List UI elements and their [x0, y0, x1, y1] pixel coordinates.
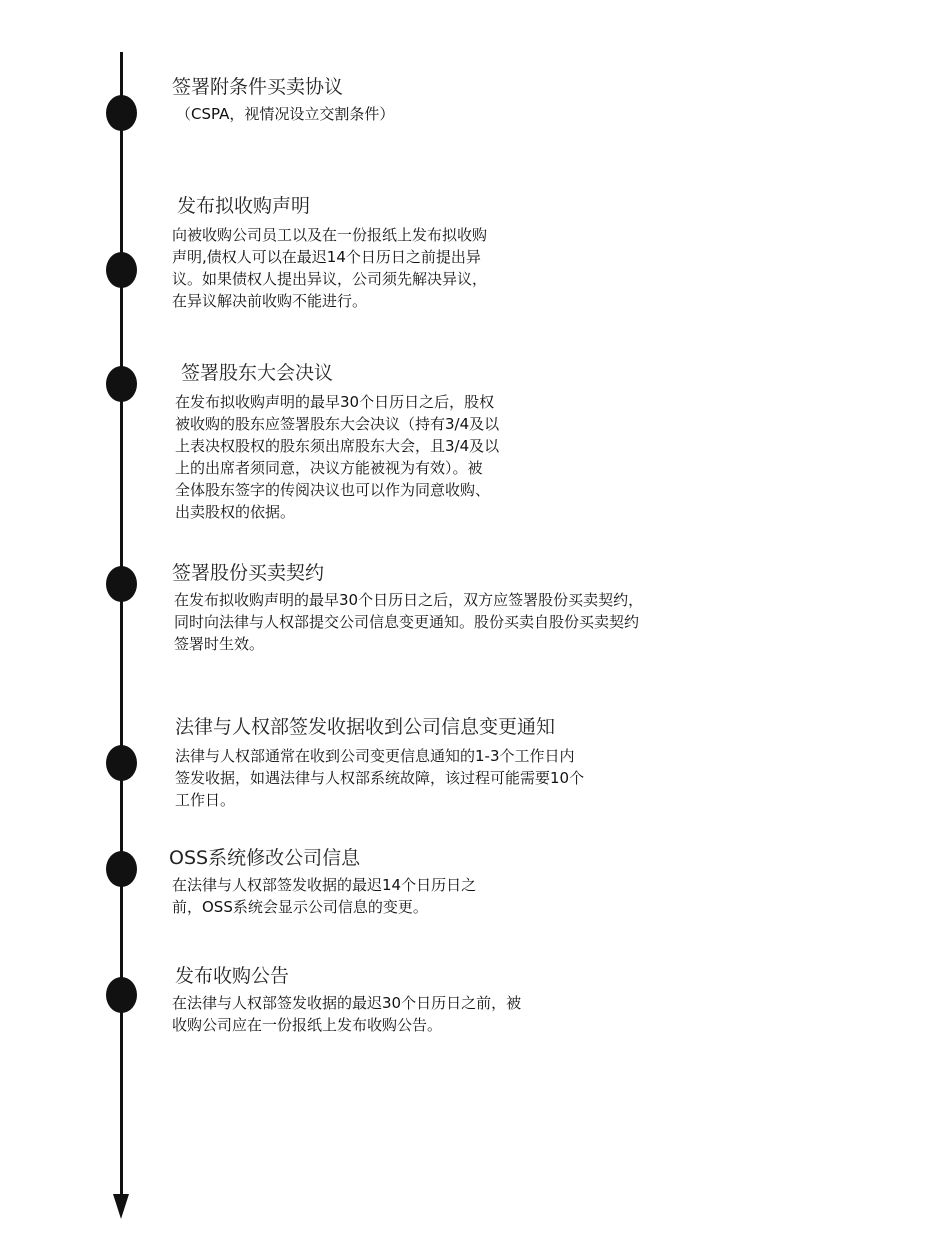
step-desc-line: 在异议解决前收购不能进行。: [172, 292, 368, 310]
step-6: [169, 846, 476, 918]
timeline-node-3: [106, 366, 137, 402]
step-title: 法律与人权部签发收据收到公司信息变更通知: [175, 716, 556, 738]
timeline-node-2: [106, 252, 137, 288]
step-5: [175, 715, 584, 811]
step-desc-line: 前，OSS系统会显示公司信息的变更。: [172, 898, 428, 916]
timeline-node-5: [106, 745, 137, 781]
step-description: [174, 589, 643, 655]
step-2: [172, 194, 487, 312]
step-desc-line: 上表决权股权的股东须出席股东大会，且3/4及以: [175, 437, 500, 455]
step-title: 发布拟收购声明: [177, 195, 311, 217]
step-title: 发布收购公告: [175, 965, 290, 987]
timeline-node-7: [106, 977, 137, 1013]
timeline-axis: [120, 52, 123, 1202]
step-desc-line: 收购公司应在一份报纸上发布收购公告。: [172, 1016, 443, 1034]
step-desc-line: 签发收据，如遇法律与人权部系统故障，该过程可能需要10个: [175, 769, 585, 787]
step-desc-line: 在法律与人权部签发收据的最迟14个日历日之: [172, 876, 477, 894]
step-desc-line: 在发布拟收购声明的最早30个日历日之后，双方应签署股份买卖契约，: [174, 591, 644, 609]
step-desc-line: 全体股东签字的传阅决议也可以作为同意收购、: [175, 481, 491, 499]
step-desc-line: 被收购的股东应签署股东大会决议（持有3/4及以: [175, 415, 500, 433]
step-7: [172, 964, 521, 1036]
timeline-node-4: [106, 566, 137, 602]
step-desc-line: 出卖股权的依据。: [175, 503, 296, 521]
timeline-arrowhead: [113, 1194, 129, 1219]
step-desc-line: 议。如果债权人提出异议，公司须先解决异议，: [172, 270, 488, 288]
timeline-node-1: [106, 95, 137, 131]
step-desc-line: 同时向法律与人权部提交公司信息变更通知。股份买卖自股份买卖契约: [174, 613, 640, 631]
step-desc-line: 上的出席者须同意，决议方能被视为有效）。被: [175, 459, 483, 477]
step-desc-line: 在发布拟收购声明的最早30个日历日之后，股权: [175, 393, 495, 411]
step-description: [175, 391, 499, 523]
step-title: OSS系统修改公司信息: [169, 847, 361, 869]
step-desc-line: 声明,债权人可以在最迟14个日历日之前提出异: [172, 248, 481, 266]
step-description: [172, 992, 521, 1036]
step-description: [172, 103, 394, 125]
step-desc-line: 法律与人权部通常在收到公司变更信息通知的1-3个工作日内: [175, 747, 575, 765]
step-desc-line: 签署时生效。: [174, 635, 265, 653]
step-title: 签署股份买卖契约: [172, 562, 325, 584]
step-description: [175, 745, 584, 811]
step-desc-line: 向被收购公司员工以及在一份报纸上发布拟收购: [172, 226, 488, 244]
step-description: [172, 224, 487, 312]
step-title: 签署股东大会决议: [181, 362, 334, 384]
step-desc-line: （CSPA，视情况设立交割条件）: [176, 105, 395, 123]
step-description: [172, 874, 476, 918]
step-4: [172, 561, 643, 655]
step-title: 签署附条件买卖协议: [172, 76, 344, 98]
step-3: [175, 361, 499, 523]
step-desc-line: 工作日。: [175, 791, 236, 809]
step-1: [172, 75, 394, 125]
timeline-node-6: [106, 851, 137, 887]
step-desc-line: 在法律与人权部签发收据的最迟30个日历日之前，被: [172, 994, 522, 1012]
